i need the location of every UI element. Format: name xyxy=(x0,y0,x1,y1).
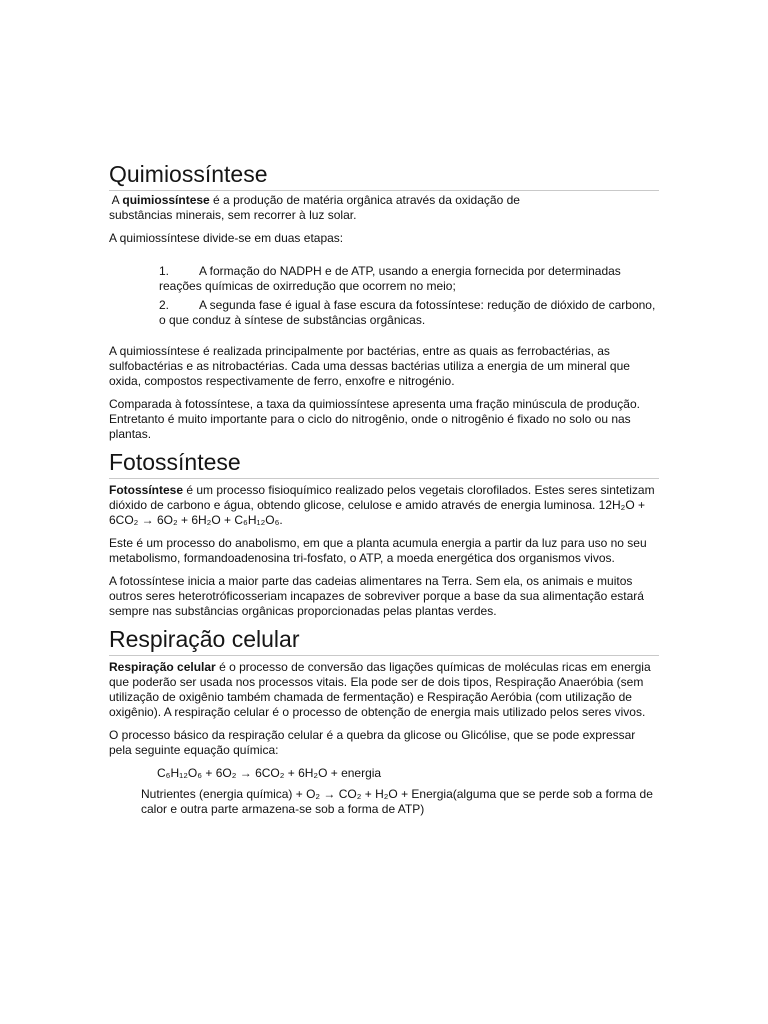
list-number: 1. xyxy=(159,264,170,278)
section-fotossintese xyxy=(109,448,659,619)
paragraph: A quimiossíntese é realizada principalmente por bactérias, entre as quais as ferrobactérias, as sulfobactérias e as nitrobactérias. Cada uma dessas bactérias utiliza a energia de um mineral que oxida, compostos respectivamente de ferro, enxofre e nitrogénio. xyxy=(109,344,630,388)
list-text: A formação do NADPH e de ATP, usando a energia fornecida por determinadas reações químicas de oxirredução que ocorrem no meio; xyxy=(159,264,621,293)
intro-prefix: A xyxy=(109,193,123,207)
paragraph: Este é um processo do anabolismo, em que a planta acumula energia a partir da luz para uso no seu metabolismo, formandoadenosina tri-fosfato, o ATP, a moeda energética dos organismos vivos. xyxy=(109,536,647,565)
chemical-equation: C₆H₁₂O₆ + 6O₂ → 6CO₂ + 6H₂O + energia xyxy=(157,766,382,780)
section-heading: Quimiossíntese xyxy=(109,160,659,191)
bold-term: Fotossíntese xyxy=(109,483,184,497)
section-quimiossintese xyxy=(109,160,659,442)
list-item xyxy=(159,264,659,294)
paragraph-intro xyxy=(109,483,659,528)
steps-list xyxy=(109,264,659,328)
intro-text: é a produção de matéria orgânica através da oxidação de substâncias minerais, sem recorrer à luz solar. xyxy=(109,193,520,222)
section-heading: Fotossíntese xyxy=(109,448,659,479)
nutrients-equation: Nutrientes (energia química) + O₂ → CO₂ + H₂O + Energia(alguma que se perde sob a forma de calor e outra parte armazena-se sob a forma de ATP) xyxy=(141,787,653,816)
list-number: 2. xyxy=(159,298,170,312)
section-respiracao-celular xyxy=(109,625,659,817)
bold-term: Respiração celular xyxy=(109,660,216,674)
paragraph-intro xyxy=(109,660,659,720)
paragraph: Comparada à fotossíntese, a taxa da quimiossíntese apresenta uma fração minúscula de produção. Entretanto é muito importante para o ciclo do nitrogênio, onde o nitrogênio é fixado no solo ou nas plantas. xyxy=(109,397,640,441)
paragraph-intro xyxy=(109,193,559,223)
bold-term: quimiossíntese xyxy=(122,193,210,207)
document-page xyxy=(109,160,659,817)
list-text: A segunda fase é igual à fase escura da fotossíntese: redução de dióxido de carbono, o que conduz à síntese de substâncias orgânicas. xyxy=(159,298,656,327)
intro-text: é um processo fisioquímico realizado pelos vegetais clorofilados. Estes seres sintetizam dióxido de carbono e água, obtendo glicose, celulose e amido através de energia luminosa. 12H₂O + 6CO₂ → 6O₂ + 6H₂O + C₆H₁₂O₆. xyxy=(109,483,655,527)
section-heading: Respiração celular xyxy=(109,625,659,656)
paragraph: A fotossíntese inicia a maior parte das cadeias alimentares na Terra. Sem ela, os animais e muitos outros seres heterotróficosseriam incapazes de sobreviver porque a base da sua alimentação estará sempre nas substâncias orgânicas proporcionadas pelas plantas verdes. xyxy=(109,574,644,618)
intro-text: é o processo de conversão das ligações químicas de moléculas ricas em energia que poderão ser usada nos processos vitais. Ela pode ser de dois tipos, Respiração Anaeróbia (sem utilização de oxigênio também chamada de fermentação) e Respiração Aeróbia (com utilização de oxigênio). A respiração celular é o processo de obtenção de energia mais utilizado pelos seres vivos. xyxy=(109,660,651,719)
list-item xyxy=(159,298,659,328)
paragraph: O processo básico da respiração celular é a quebra da glicose ou Glicólise, que se pode expressar pela seguinte equação química: xyxy=(109,728,636,757)
paragraph: A quimiossíntese divide-se em duas etapas: xyxy=(109,231,344,245)
